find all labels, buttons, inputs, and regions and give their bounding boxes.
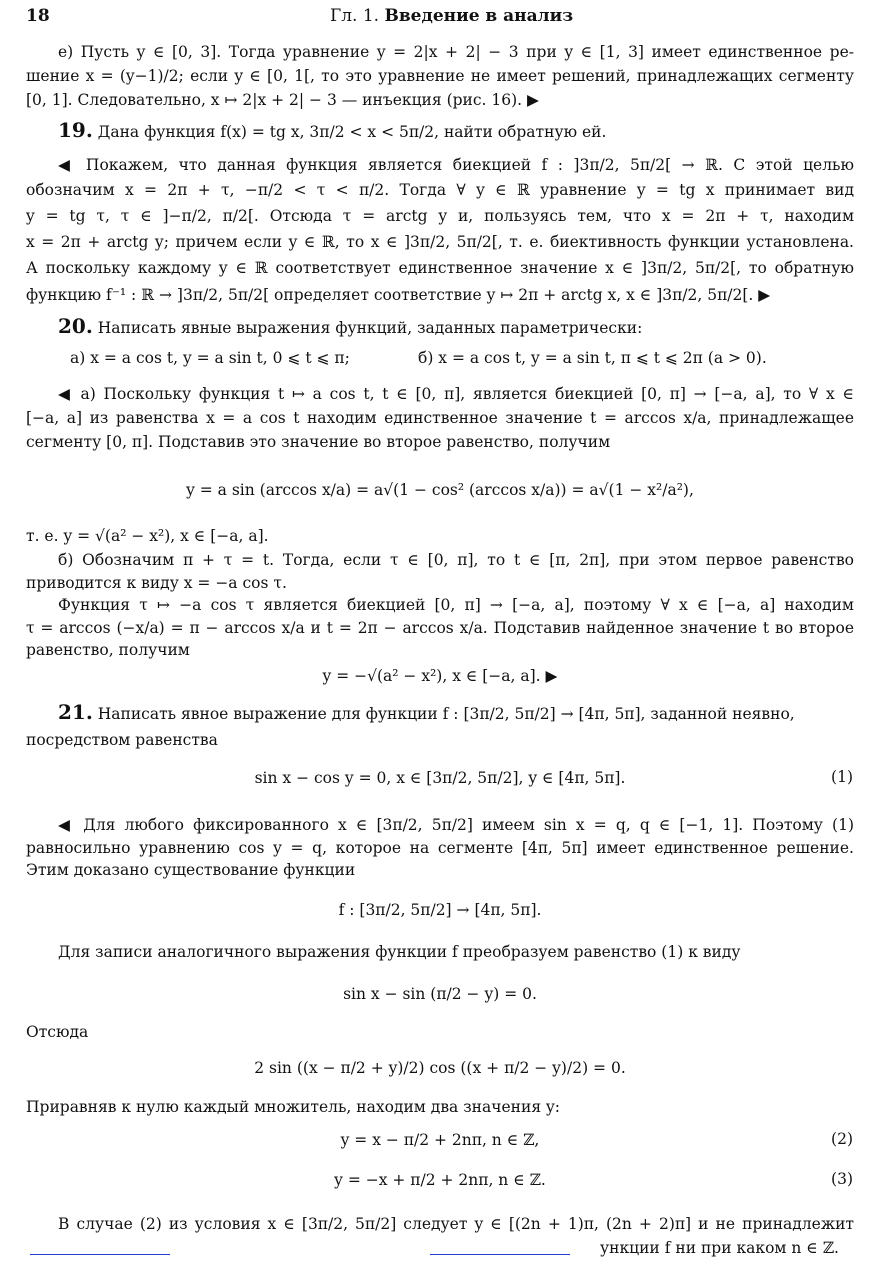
scan-artifact-line [30,1254,170,1255]
case-b: б) x = a cos t, y = a sin t, π ⩽ t ⩽ 2π (a > 0). [418,349,767,367]
problem-number: 19. [58,118,93,142]
equation: sin x − sin (π/2 − y) = 0. [343,985,537,1003]
equation: f : [3π/2, 5π/2] → [4π, 5π]. [338,901,542,919]
text-line: ◀ а) Поскольку функция t ↦ a cos t, t ∈ [0, π], является биекцией [0, π] → [−a, a], то ∀ x ∈ [58,385,854,403]
chapter-title: Введение в анализ [384,6,574,26]
equation-number: (3) [831,1170,853,1188]
text-line: А поскольку каждому y ∈ ℝ соответствует единственное значение x ∈ ]3π/2, 5π/2[, то обратную [26,259,854,277]
text-line: e) Пусть y ∈ [0, 3]. Тогда уравнение y = 2|x + 2| − 3 при y ∈ [1, 3] имеет единственное ре- [58,43,854,61]
text-line: б) Обозначим π + τ = t. Тогда, если τ ∈ [0, π], то t ∈ [π, 2π], при этом первое равенство [58,551,854,569]
equation-number: (2) [831,1130,853,1148]
text-line: функцию f⁻¹ : ℝ → ]3π/2, 5π/2[ определяет соответствие y ↦ 2π + arctg x, x ∈ ]3π/2, 5π/2[. ▶ [26,286,771,304]
equation: 2 sin ((x − π/2 + y)/2) cos ((x + π/2 − y)/2) = 0. [254,1059,626,1077]
text-line: приводится к виду x = −a cos τ. [26,574,287,592]
problem-21 [26,702,854,724]
text-line: τ = arccos (−x/a) = π − arccos x/a и t = 2π − arccos x/a. Подставив найденное значение t во второе [26,619,854,637]
text-line: сегменту [0, π]. Подставив это значение во второе равенство, получим [26,433,611,451]
equation: sin x − cos y = 0, x ∈ [3π/2, 5π/2], y ∈ [4π, 5π]. [254,769,626,787]
text-line: ункции f ни при каком n ∈ ℤ. [600,1239,839,1257]
problem-statement: Написать явные выражения функций, заданных параметрически: [97,319,643,337]
text-line: [−a, a] из равенства x = a cos t находим единственное значение t = arccos x/a, принадлежащее [26,409,854,427]
text-line: Отсюда [26,1023,89,1041]
text-line: шение x = (y−1)/2; если y ∈ [0, 1[, то это уравнение не имеет решений, принадлежащих сегменту [26,67,854,85]
text-line: равенство, получим [26,641,190,659]
chapter-label: Гл. 1. [330,6,380,26]
equation: y = x − π/2 + 2nπ, n ∈ ℤ, [340,1131,540,1149]
scan-artifact-line [430,1254,570,1255]
problem-20 [26,316,854,338]
text-line: Функция τ ↦ −a cos τ является биекцией [0, π] → [−a, a], поэтому ∀ x ∈ [−a, a] находим [58,596,854,614]
problem-number: 21. [58,700,93,724]
equation-number: (1) [831,768,853,786]
text-line: ◀ Покажем, что данная функция является биекцией f : ]3π/2, 5π/2[ → ℝ. С этой целью [58,156,854,174]
text-line: т. е. y = √(a² − x²), x ∈ [−a, a]. [26,527,269,545]
text-line: В случае (2) из условия x ∈ [3π/2, 5π/2] следует y ∈ [(2n + 1)π, (2n + 2)π] и не принадлежит [58,1215,854,1233]
text-line: Этим доказано существование функции [26,861,356,879]
text-line: Приравняв к нулю каждый множитель, находим два значения y: [26,1098,561,1116]
problem-19 [26,120,854,142]
text-line: y = tg τ, τ ∈ ]−π/2, π/2[. Отсюда τ = arctg y и, пользуясь тем, что x = 2π + τ, находим [26,207,854,225]
text-line: [0, 1]. Следовательно, x ↦ 2|x + 2| − 3 — инъекция (рис. 16). ▶ [26,91,539,109]
text-line: обозначим x = 2π + τ, −π/2 < τ < π/2. Тогда ∀ y ∈ ℝ уравнение y = tg x принимает вид [26,181,854,199]
text-line: посредством равенства [26,731,218,749]
text-line: ◀ Для любого фиксированного x ∈ [3π/2, 5π/2] имеем sin x = q, q ∈ [−1, 1]. Поэтому (1) [58,816,854,834]
text-line: x = 2π + arctg y; причем если y ∈ ℝ, то x ∈ ]3π/2, 5π/2[, т. е. биективность функции установлена. [26,233,854,251]
problem-statement: Дана функция f(x) = tg x, 3π/2 < x < 5π/2, найти обратную ей. [97,123,607,141]
text-line: равносильно уравнению cos y = q, которое на сегменте [4π, 5π] имеет единственное решение. [26,839,854,857]
case-a: а) x = a cos t, y = a sin t, 0 ⩽ t ⩽ π; [70,349,350,367]
text-line: Для записи аналогичного выражения функции f преобразуем равенство (1) к виду [58,943,741,961]
problem-statement: Написать явное выражение для функции f : [3π/2, 5π/2] → [4π, 5π], заданной неявно, [97,705,795,723]
running-header [330,6,573,26]
equation: y = −x + π/2 + 2nπ, n ∈ ℤ. [334,1171,546,1189]
equation: y = a sin (arccos x/a) = a√(1 − cos² (arccos x/a)) = a√(1 − x²/a²), [186,481,694,499]
problem-number: 20. [58,314,93,338]
equation: y = −√(a² − x²), x ∈ [−a, a]. ▶ [322,667,558,685]
page-number: 18 [26,6,50,26]
